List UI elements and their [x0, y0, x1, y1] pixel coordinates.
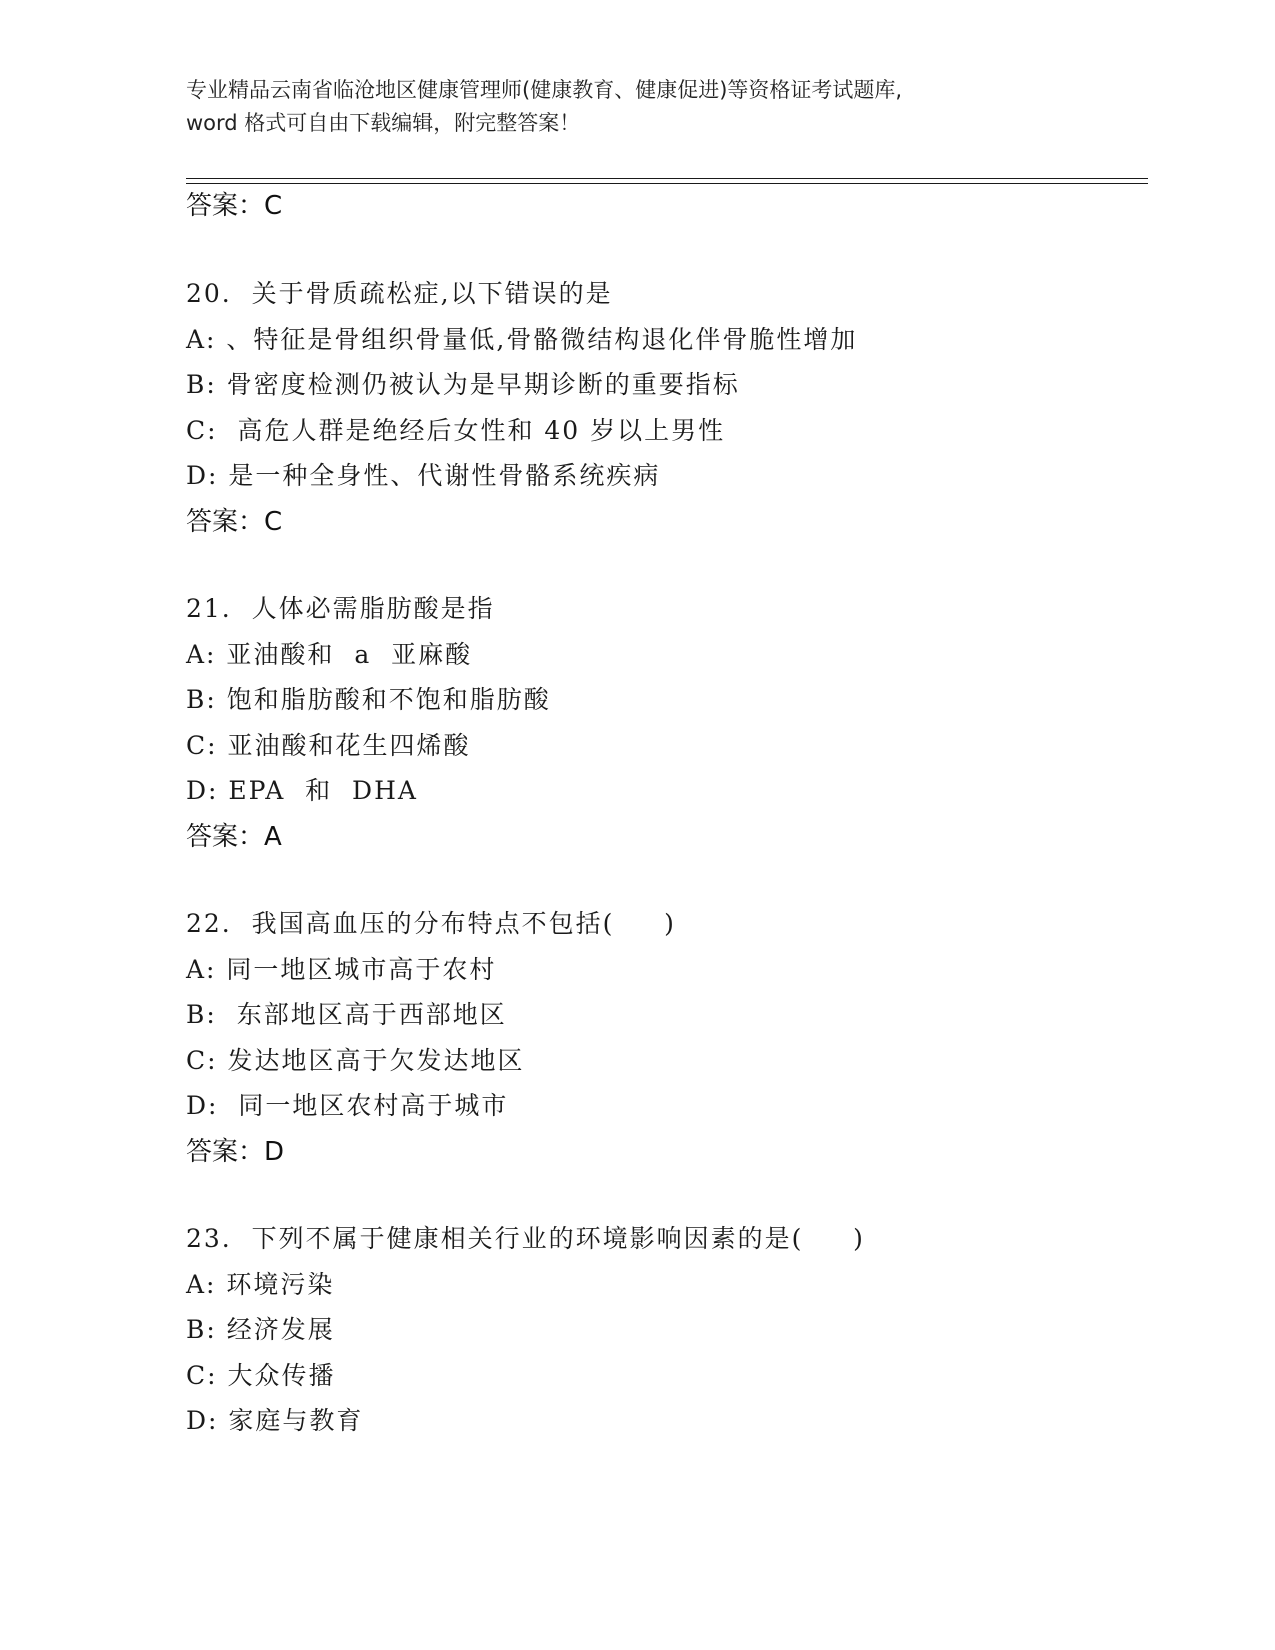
question-stem: 22. 我国高血压的分布特点不包括( ): [186, 909, 676, 938]
option-d: D: EPA 和 DHA: [186, 776, 418, 805]
option-c: C: 发达地区高于欠发达地区: [186, 1045, 525, 1075]
answer-line: 答案：A: [186, 821, 282, 852]
previous-answer-block: [186, 190, 1146, 236]
option-c: C: 亚油酸和花生四烯酸: [186, 730, 471, 760]
option-a: A: 亚油酸和 a 亚麻酸: [186, 639, 473, 669]
option-b: B: 骨密度检测仍被认为是早期诊断的重要指标: [186, 370, 740, 399]
header-divider: [186, 178, 1148, 179]
header-divider-double: [186, 183, 1148, 184]
option-a: A: 环境污染: [186, 1269, 335, 1299]
option-d: D: 家庭与教育: [186, 1406, 364, 1435]
answer-line: 答案：C: [186, 506, 283, 537]
option-b: B: 经济发展: [186, 1315, 335, 1344]
option-c: C: 高危人群是绝经后女性和 40 岁以上男性: [186, 415, 726, 445]
document-header: [186, 74, 1086, 140]
option-d: D: 是一种全身性、代谢性骨骼系统疾病: [186, 461, 661, 490]
question-23: [186, 1223, 1146, 1451]
question-stem: 21. 人体必需脂肪酸是指: [186, 594, 495, 623]
option-d: D: 同一地区农村高于城市: [186, 1091, 509, 1120]
header-line-2: word 格式可自由下载编辑，附完整答案！: [186, 111, 581, 135]
question-20: [186, 278, 1146, 552]
answer-line: 答案：C: [186, 191, 283, 221]
option-b: B: 东部地区高于西部地区: [186, 1000, 507, 1029]
header-line-1: 专业精品云南省临沧地区健康管理师(健康教育、健康促进)等资格证考试题库,: [186, 78, 903, 102]
answer-line: 答案：D: [186, 1136, 285, 1167]
option-c: C: 大众传播: [186, 1360, 336, 1390]
question-stem: 20. 关于骨质疏松症,以下错误的是: [186, 279, 613, 308]
option-a: A: 、特征是骨组织骨量低,骨骼微结构退化伴骨脆性增加: [186, 324, 858, 354]
option-b: B: 饱和脂肪酸和不饱和脂肪酸: [186, 685, 551, 714]
question-stem: 23. 下列不属于健康相关行业的环境影响因素的是( ): [186, 1224, 865, 1253]
question-21: [186, 593, 1146, 867]
question-22: [186, 908, 1146, 1182]
option-a: A: 同一地区城市高于农村: [186, 954, 497, 984]
